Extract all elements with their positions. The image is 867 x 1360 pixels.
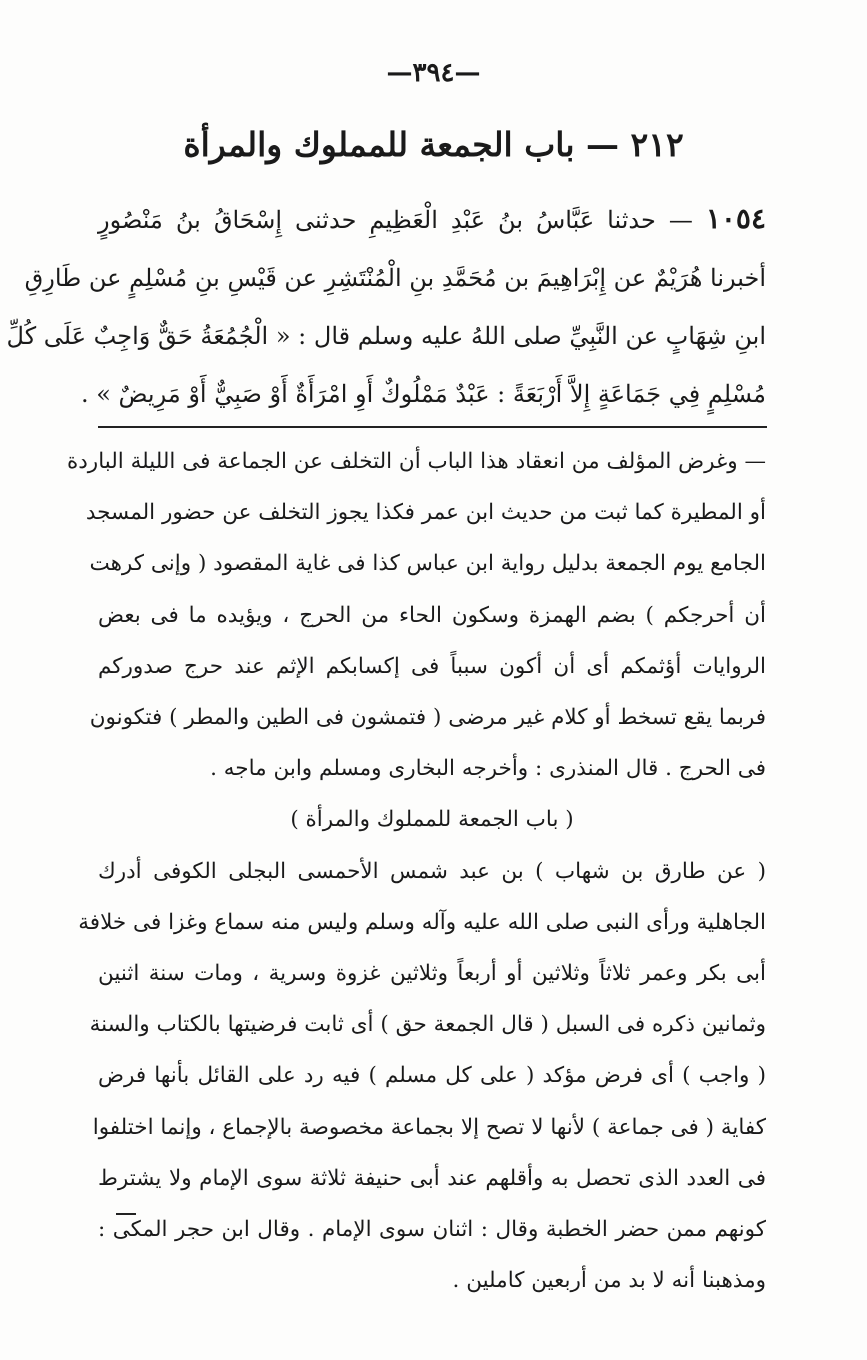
commentary-line: كفاية ( فى جماعة ) لأنها لا تصح إلا بجماعة مخصوصة بالإجماع ، وإنما اختلفوا	[92, 1114, 766, 1140]
commentary-line: الجامع يوم الجمعة بدليل رواية ابن عباس كذا فى غاية المقصود ( وإنى كرهت	[89, 551, 766, 577]
hadith-text	[6, 190, 766, 423]
commentary-line: ( عن طارق بن شهاب ) بن عبد شمس الأحمسى البجلى الكوفى أدرك	[98, 858, 766, 884]
commentary-line: أن أحرجكم ) بضم الهمزة وسكون الحاء من الحرج ، ويؤيده ما فى بعض	[98, 602, 766, 628]
chapter-title: ٢١٢ — باب الجمعة للمملوك والمرأة	[183, 125, 684, 164]
hadith-line: مُسْلِمٍ فِي جَمَاعَةٍ إِلاَّ أَرْبَعَةً : عَبْدٌ مَمْلُوكٌ أَوِ امْرَأَةٌ أَوْ صَبِيٌّ أَوْ مَرِيضٌ » .	[80, 380, 766, 408]
hadith-line: أخبرنا هُرَيْمٌ عن إِبْرَاهِيمَ بن مُحَمَّدِ بنِ الْمُنْتَشِرِ عن قَيْسِ بنِ مُسْلِمٍ عن طَارِقِ	[24, 264, 766, 292]
commentary-line: فربما يقع تسخط أو كلام غير مرضى ( فتمشون فى الطين والمطر ) فتكونون	[89, 705, 766, 731]
commentary-text	[66, 436, 766, 1306]
commentary-line: كونهم ممن حضر الخطبة وقال : اثنان سوى الإمام . وقال ابن حجر المكى :	[98, 1217, 766, 1243]
hadith-number: ١٠٥٤	[705, 202, 766, 235]
commentary-subheading: ( باب الجمعة للمملوك والمرأة )	[290, 807, 574, 833]
commentary-line: فى العدد الذى تحصل به وأقلهم عند أبى حنيفة ثلاثة سوى الإمام ولا يشترط	[98, 1165, 766, 1191]
hadith-line	[98, 190, 766, 249]
page-number: —٣٩٤—	[386, 58, 481, 88]
commentary-line: أو المطيرة كما ثبت من حديث ابن عمر فكذا يجوز التخلف عن حضور المسجد	[85, 500, 766, 526]
hadith-line-text: — حدثنا عَبَّاسُ بنُ عَبْدِ الْعَظِيمِ حدثنى إِسْحَاقُ بنُ مَنْصُورٍ	[98, 206, 706, 234]
commentary-line: ومذهبنا أنه لا بد من أربعين كاملين .	[452, 1268, 766, 1294]
commentary-line: الروايات أؤثمكم أى أن أكون سبباً فى إكسابكم الإثم عند حرج صدوركم	[98, 653, 766, 679]
footnote-separator	[98, 426, 767, 428]
commentary-line: أبى بكر وعمر ثلاثاً وثلاثين أو أربعاً وثلاثين غزوة وسرية ، ومات سنة اثنين	[98, 961, 766, 987]
commentary-line: فى الحرج . قال المنذرى : وأخرجه البخارى ومسلم وابن ماجه .	[210, 756, 766, 782]
commentary-line: — وغرض المؤلف من انعقاد هذا الباب أن التخلف عن الجماعة فى الليلة الباردة	[66, 449, 766, 474]
commentary-line: وثمانين ذكره فى السبل ( قال الجمعة حق ) أى ثابت فرضيتها بالكتاب والسنة	[89, 1012, 766, 1038]
continuation-dash	[116, 1213, 136, 1215]
commentary-line: ( واجب ) أى فرض مؤكد ( على كل مسلم ) فيه رد على القائل بأنها فرض	[98, 1063, 766, 1089]
commentary-line: الجاهلية ورأى النبى صلى الله عليه وآله وسلم وليس منه سماع وغزا فى خلافة	[78, 909, 766, 935]
hadith-line: ابنِ شِهَابٍ عن النَّبِيِّ صلى اللهُ عليه وسلم قال : « الْجُمُعَةُ حَقٌّ وَاجِبٌ عَلَى كُلِّ	[6, 322, 766, 350]
